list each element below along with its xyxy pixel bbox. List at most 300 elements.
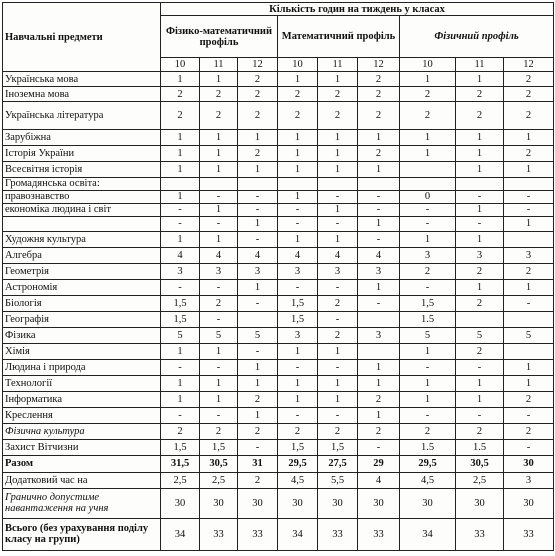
table-row <box>3 129 554 145</box>
hours-cell: - <box>200 311 238 327</box>
profile-header-physics-math: Фізико-математичний профіль <box>161 16 278 58</box>
hours-cell: 2 <box>504 87 554 102</box>
hours-cell: - <box>358 440 400 456</box>
hours-cell: 1 <box>400 129 456 145</box>
hours-cell: 1 <box>400 145 456 161</box>
hours-cell: 30 <box>200 488 238 518</box>
grade-header: 11 <box>200 58 238 72</box>
subject-cell: Зарубіжна <box>3 129 161 145</box>
hours-cell: 29,5 <box>400 456 456 472</box>
hours-cell: 1 <box>161 376 200 392</box>
hours-cell: 3 <box>456 247 504 263</box>
subject-cell: Гранично допустиме навантаження на учня <box>3 488 161 518</box>
hours-cell <box>456 178 504 191</box>
subject-cell: правознавство <box>3 190 161 203</box>
hours-cell: 1 <box>456 231 504 247</box>
hours-cell: 2 <box>238 87 278 102</box>
hours-cell: 1 <box>400 376 456 392</box>
hours-cell: - <box>504 408 554 424</box>
hours-cell: 33 <box>238 518 278 550</box>
hours-cell: 1 <box>504 161 554 177</box>
hours-cell: 1 <box>400 72 456 87</box>
hours-cell: 1 <box>278 161 318 177</box>
table-row <box>3 456 554 472</box>
hours-cell: 34 <box>400 518 456 550</box>
hours-cell: 1 <box>504 376 554 392</box>
hours-cell: 1 <box>161 344 200 360</box>
hours-cell <box>358 178 400 191</box>
hours-cell: 2,5 <box>456 472 504 488</box>
grade-header: 10 <box>278 58 318 72</box>
hours-cell: 2 <box>278 424 318 440</box>
hours-cell: 1 <box>318 376 358 392</box>
hours-cell: 31 <box>238 456 278 472</box>
hours-cell: 1 <box>456 72 504 87</box>
hours-cell: - <box>200 216 238 231</box>
hours-cell: - <box>358 295 400 311</box>
hours-cell: 1 <box>200 376 238 392</box>
hours-cell: - <box>278 216 318 231</box>
hours-cell: 1 <box>278 190 318 203</box>
hours-cell: 3 <box>278 327 318 343</box>
hours-cell: 1 <box>318 72 358 87</box>
subject-cell <box>3 216 161 231</box>
hours-cell: 2 <box>358 145 400 161</box>
subject-cell: Всесвітня історія <box>3 161 161 177</box>
hours-cell: 30 <box>504 488 554 518</box>
hours-cell: - <box>318 279 358 295</box>
hours-cell: 1 <box>161 231 200 247</box>
hours-cell <box>278 178 318 191</box>
hours-cell: 1 <box>238 408 278 424</box>
hours-cell: 4 <box>200 247 238 263</box>
hours-cell: 1 <box>318 145 358 161</box>
hours-cell: 1 <box>456 392 504 408</box>
hours-cell: 2 <box>358 424 400 440</box>
hours-cell: 2 <box>161 102 200 130</box>
table-row <box>3 311 554 327</box>
hours-cell: - <box>456 408 504 424</box>
hours-cell: 30,5 <box>200 456 238 472</box>
hours-cell: 2 <box>400 102 456 130</box>
hours-cell: 30,5 <box>456 456 504 472</box>
hours-cell: 1 <box>400 231 456 247</box>
hours-cell: - <box>238 203 278 216</box>
hours-cell: 2 <box>200 424 238 440</box>
hours-cell <box>504 311 554 327</box>
grade-header: 11 <box>318 58 358 72</box>
hours-cell: 2 <box>200 102 238 130</box>
subject-cell: Алгебра <box>3 247 161 263</box>
hours-cell: 1,5 <box>161 440 200 456</box>
hours-cell: 1 <box>504 129 554 145</box>
hours-cell: 1 <box>200 231 238 247</box>
hours-cell: 1,5 <box>161 311 200 327</box>
subject-cell: Людина і природа <box>3 360 161 376</box>
hours-cell: - <box>200 360 238 376</box>
hours-cell: - <box>400 216 456 231</box>
hours-cell: 29 <box>358 456 400 472</box>
hours-cell: - <box>200 190 238 203</box>
hours-cell: 5 <box>456 327 504 343</box>
table-row <box>3 102 554 130</box>
hours-cell: 2 <box>358 102 400 130</box>
hours-cell: 2 <box>238 145 278 161</box>
hours-cell: 2 <box>504 263 554 279</box>
table-row <box>3 376 554 392</box>
hours-cell: 1 <box>358 129 400 145</box>
hours-cell: 5 <box>200 327 238 343</box>
hours-cell: 1 <box>318 231 358 247</box>
hours-cell <box>504 178 554 191</box>
hours-cell: 1,5 <box>400 295 456 311</box>
hours-cell: 2 <box>200 87 238 102</box>
hours-cell: 2 <box>400 263 456 279</box>
hours-cell: 3 <box>278 263 318 279</box>
profile-header-math: Математичний профіль <box>278 16 400 58</box>
subject-cell: Всього (без урахування поділу класу на групи) <box>3 518 161 550</box>
hours-cell: 1 <box>318 161 358 177</box>
hours-cell: 30 <box>400 488 456 518</box>
hours-cell: 34 <box>161 518 200 550</box>
hours-cell: 30 <box>161 488 200 518</box>
hours-cell: 1 <box>358 376 400 392</box>
hours-cell <box>358 311 400 327</box>
subject-cell: Українська література <box>3 102 161 130</box>
subject-cell: Біологія <box>3 295 161 311</box>
hours-cell: 1 <box>238 360 278 376</box>
hours-cell: 1 <box>278 145 318 161</box>
hours-cell: - <box>238 440 278 456</box>
hours-cell: 1 <box>278 231 318 247</box>
hours-cell: - <box>456 216 504 231</box>
hours-cell: - <box>400 408 456 424</box>
table-row <box>3 279 554 295</box>
hours-cell: - <box>456 360 504 376</box>
hours-cell: 2 <box>456 263 504 279</box>
hours-cell: 4 <box>358 247 400 263</box>
hours-cell: 1 <box>238 376 278 392</box>
hours-cell: - <box>278 408 318 424</box>
hours-cell: 33 <box>358 518 400 550</box>
table-row <box>3 327 554 343</box>
subject-cell: Хімія <box>3 344 161 360</box>
hours-cell: - <box>278 203 318 216</box>
hours-cell <box>318 178 358 191</box>
hours-cell: 2 <box>504 424 554 440</box>
hours-cell: 3 <box>358 263 400 279</box>
hours-cell: - <box>318 216 358 231</box>
hours-cell: 2 <box>238 72 278 87</box>
subject-cell: Географія <box>3 311 161 327</box>
hours-cell: 2 <box>504 145 554 161</box>
hours-cell: - <box>278 279 318 295</box>
hours-cell: 30 <box>318 488 358 518</box>
hours-cell: - <box>161 408 200 424</box>
hours-cell: 2 <box>278 102 318 130</box>
hours-cell: 4,5 <box>400 472 456 488</box>
grade-header: 10 <box>161 58 200 72</box>
hours-cell: 34 <box>278 518 318 550</box>
hours-cell: 1,5 <box>278 311 318 327</box>
hours-cell: 2 <box>456 87 504 102</box>
hours-cell: - <box>504 440 554 456</box>
subject-cell: економіка людина і світ <box>3 203 161 216</box>
table-row <box>3 360 554 376</box>
hours-cell: 1.5 <box>456 440 504 456</box>
hours-cell: 33 <box>456 518 504 550</box>
hours-cell: 5 <box>161 327 200 343</box>
hours-cell: - <box>161 360 200 376</box>
hours-cell: 30 <box>504 456 554 472</box>
hours-cell: - <box>504 295 554 311</box>
hours-cell: 1 <box>200 344 238 360</box>
hours-cell: - <box>400 279 456 295</box>
table-row <box>3 518 554 550</box>
hours-cell: - <box>200 408 238 424</box>
hours-cell: 1 <box>358 360 400 376</box>
hours-cell: 2 <box>318 327 358 343</box>
hours-cell: - <box>400 360 456 376</box>
subject-cell: Технології <box>3 376 161 392</box>
hours-cell: - <box>358 231 400 247</box>
hours-cell: 2,5 <box>200 472 238 488</box>
hours-cell: 5 <box>504 327 554 343</box>
hours-cell: 2 <box>456 424 504 440</box>
hours-cell: - <box>504 190 554 203</box>
grade-header: 10 <box>400 58 456 72</box>
hours-cell: 1 <box>161 145 200 161</box>
hours-cell: 2 <box>456 344 504 360</box>
hours-cell: 33 <box>504 518 554 550</box>
hours-cell: 1 <box>278 344 318 360</box>
hours-cell: 1 <box>238 161 278 177</box>
hours-cell: 3 <box>200 263 238 279</box>
subject-cell: Громадянська освіта: <box>3 178 161 191</box>
hours-cell: 2 <box>358 72 400 87</box>
hours-cell: - <box>238 344 278 360</box>
hours-cell: - <box>161 203 200 216</box>
hours-cell: 3 <box>161 263 200 279</box>
hours-cell: 1,5 <box>161 295 200 311</box>
profile-header-physics: Фізичний профіль <box>400 16 554 58</box>
hours-cell: 1,5 <box>278 440 318 456</box>
hours-cell: 1 <box>278 129 318 145</box>
hours-cell: 1 <box>161 129 200 145</box>
hours-cell: 2 <box>318 102 358 130</box>
hours-cell: - <box>318 408 358 424</box>
subject-cell: Разом <box>3 456 161 472</box>
hours-cell: 3 <box>318 263 358 279</box>
hours-cell: 3 <box>504 472 554 488</box>
hours-cell: - <box>238 231 278 247</box>
table-row <box>3 216 554 231</box>
table-row <box>3 263 554 279</box>
hours-cell: - <box>318 311 358 327</box>
table-row <box>3 87 554 102</box>
hours-cell: 1 <box>200 145 238 161</box>
hours-cell: 1 <box>456 376 504 392</box>
hours-cell: 2,5 <box>161 472 200 488</box>
subject-cell: Художня культура <box>3 231 161 247</box>
subject-cell: Іноземна мова <box>3 87 161 102</box>
hours-cell: 4,5 <box>278 472 318 488</box>
hours-cell: - <box>200 279 238 295</box>
hours-cell: 3 <box>238 263 278 279</box>
hours-cell: 1 <box>358 161 400 177</box>
hours-cell: 5 <box>238 327 278 343</box>
hours-cell: 3 <box>400 247 456 263</box>
subject-cell: Додатковий час на <box>3 472 161 488</box>
hours-cell <box>200 178 238 191</box>
hours-cell: 2 <box>238 424 278 440</box>
hours-cell: - <box>278 360 318 376</box>
hours-cell: 1 <box>278 72 318 87</box>
hours-cell <box>238 178 278 191</box>
subject-cell: Захист Вітчизни <box>3 440 161 456</box>
hours-cell: - <box>161 279 200 295</box>
hours-cell: - <box>238 295 278 311</box>
hours-cell: 1 <box>456 161 504 177</box>
subject-cell: Українська мова <box>3 72 161 87</box>
hours-cell: 2 <box>400 87 456 102</box>
hours-cell: 3 <box>504 247 554 263</box>
hours-cell: 1 <box>161 190 200 203</box>
hours-cell: 1 <box>318 203 358 216</box>
subject-cell: Історія України <box>3 145 161 161</box>
hours-cell: 2 <box>238 472 278 488</box>
hours-cell: 5 <box>400 327 456 343</box>
hours-per-week-header: Кількість годин на тиждень у класах <box>161 3 554 16</box>
subject-cell: Астрономія <box>3 279 161 295</box>
hours-cell: 1 <box>456 279 504 295</box>
grade-header: 11 <box>456 58 504 72</box>
hours-cell: - <box>358 190 400 203</box>
hours-cell: 2 <box>278 87 318 102</box>
hours-cell: 1 <box>200 72 238 87</box>
hours-cell <box>161 178 200 191</box>
hours-cell: 1 <box>318 129 358 145</box>
hours-cell: 2 <box>318 295 358 311</box>
hours-cell <box>504 344 554 360</box>
hours-cell: 1.5 <box>400 440 456 456</box>
hours-cell: 1 <box>456 129 504 145</box>
hours-cell: 4 <box>318 247 358 263</box>
table-row <box>3 488 554 518</box>
hours-cell: - <box>161 216 200 231</box>
hours-cell: 1 <box>238 129 278 145</box>
hours-cell: 2 <box>238 392 278 408</box>
hours-cell: 2 <box>456 102 504 130</box>
hours-cell: 1,5 <box>278 295 318 311</box>
table-row <box>3 392 554 408</box>
hours-cell: 2 <box>161 424 200 440</box>
table-row <box>3 145 554 161</box>
hours-cell <box>358 344 400 360</box>
hours-cell: 1 <box>318 344 358 360</box>
hours-cell: 2 <box>318 424 358 440</box>
hours-cell: 1 <box>358 279 400 295</box>
hours-cell: 27,5 <box>318 456 358 472</box>
hours-cell: 1 <box>504 279 554 295</box>
table-row <box>3 161 554 177</box>
table-row <box>3 247 554 263</box>
table-row <box>3 190 554 203</box>
hours-cell: 1 <box>278 376 318 392</box>
subject-cell: Фізика <box>3 327 161 343</box>
hours-cell: 1 <box>456 203 504 216</box>
hours-cell: 1 <box>504 360 554 376</box>
table-row <box>3 472 554 488</box>
hours-cell: 5,5 <box>318 472 358 488</box>
subject-cell: Геометрія <box>3 263 161 279</box>
hours-cell: 1,5 <box>200 440 238 456</box>
hours-cell: 2 <box>200 295 238 311</box>
hours-cell: 1.5 <box>400 311 456 327</box>
hours-cell: 2 <box>358 87 400 102</box>
hours-cell: 1 <box>456 145 504 161</box>
hours-cell <box>238 311 278 327</box>
hours-cell: - <box>456 190 504 203</box>
curriculum-table <box>2 2 554 551</box>
table-row <box>3 440 554 456</box>
table-row <box>3 231 554 247</box>
hours-cell: 4 <box>161 247 200 263</box>
hours-cell: 2 <box>400 424 456 440</box>
subject-cell: Фізична культура <box>3 424 161 440</box>
subject-column-header: Навчальні предмети <box>3 3 161 72</box>
hours-cell <box>456 311 504 327</box>
hours-cell: - <box>238 190 278 203</box>
hours-cell: 1 <box>200 392 238 408</box>
hours-cell: 1 <box>400 392 456 408</box>
table-row <box>3 72 554 87</box>
hours-cell: 1 <box>278 392 318 408</box>
table-body <box>3 72 554 551</box>
hours-cell: 30 <box>238 488 278 518</box>
hours-cell: 1,5 <box>318 440 358 456</box>
hours-cell: 2 <box>504 102 554 130</box>
hours-cell: 33 <box>200 518 238 550</box>
hours-cell: 2 <box>238 102 278 130</box>
grade-header: 12 <box>504 58 554 72</box>
hours-cell: - <box>318 190 358 203</box>
table-row <box>3 203 554 216</box>
hours-cell: 1 <box>161 72 200 87</box>
hours-cell: 1 <box>200 129 238 145</box>
hours-cell: 1 <box>238 279 278 295</box>
hours-cell: 1 <box>504 216 554 231</box>
table-row <box>3 408 554 424</box>
hours-cell: 2 <box>504 72 554 87</box>
hours-cell: 33 <box>318 518 358 550</box>
hours-cell: 30 <box>278 488 318 518</box>
hours-cell: 4 <box>238 247 278 263</box>
hours-cell: 2 <box>456 295 504 311</box>
hours-cell: 4 <box>278 247 318 263</box>
hours-cell: 1 <box>200 161 238 177</box>
hours-cell: 1 <box>200 203 238 216</box>
hours-cell: - <box>504 203 554 216</box>
hours-cell: 1 <box>400 344 456 360</box>
hours-cell <box>400 178 456 191</box>
table-row <box>3 295 554 311</box>
table-row <box>3 178 554 191</box>
hours-cell: 2 <box>318 87 358 102</box>
hours-cell: 0 <box>400 190 456 203</box>
hours-cell: 29,5 <box>278 456 318 472</box>
hours-cell: 1 <box>318 392 358 408</box>
